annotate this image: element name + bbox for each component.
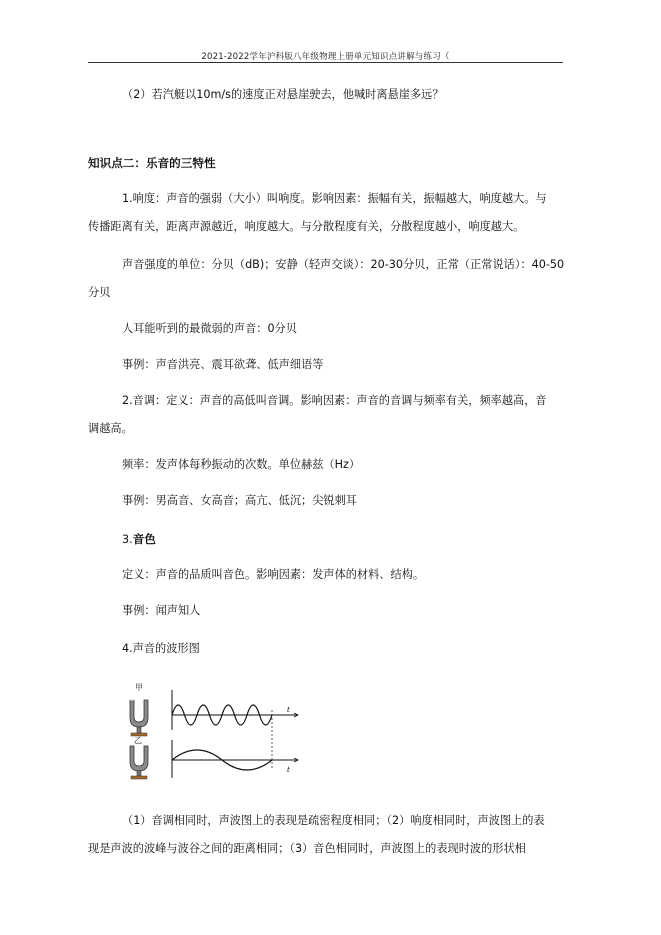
waveform-figure — [120, 680, 310, 780]
summary-line1: （1）音调相同时，声波图上的表现是疏密程度相同；（2）响度相同时，声波图上的表 — [122, 814, 545, 827]
loudness-line1: 1.响度：声音的强弱（大小）叫响度。影响因素：振幅有关，振幅越大，响度越大。与 — [122, 192, 547, 205]
header-divider — [88, 62, 563, 63]
tuning-fork-top-icon — [130, 700, 148, 736]
loudness-min: 人耳能听到的最微弱的声音：0分贝 — [122, 322, 297, 335]
timbre-definition: 定义：声音的品质叫音色。影响因素：发声体的材料、结构。 — [122, 568, 425, 581]
bottom-axis-label: t — [287, 766, 290, 774]
loudness-unit-line1: 声音强度的单位：分贝（dB)；安静（轻声交谈）：20-30分贝，正常（正常说话）：40-50 — [122, 258, 565, 271]
timbre-title-word: 音色 — [132, 532, 156, 546]
tuning-fork-bottom-icon — [130, 746, 148, 779]
loudness-examples: 事例：声音洪亮、震耳欲聋、低声细语等 — [122, 358, 324, 371]
waveform-title: 4.声音的波形图 — [122, 642, 200, 655]
timbre-examples: 事例：闻声知人 — [122, 604, 201, 617]
pitch-line1: 2.音调：定义：声音的高低叫音调。影响因素：声音的音调与频率有关，频率越高，音 — [122, 394, 547, 407]
page-header: 2021-2022学年沪科版八年级物理上册单元知识点讲解与练习（ — [201, 52, 450, 62]
summary-line2: 现是声波的波峰与波谷之间的距离相同；（3）音色相同时，声波图上的表现时波的形状相 — [88, 842, 526, 855]
timbre-title-number: 3. — [122, 533, 133, 546]
pitch-frequency: 频率：发声体每秒振动的次数。单位赫兹（Hz） — [122, 458, 361, 471]
loudness-unit-line2: 分贝 — [88, 286, 111, 299]
section-title: 知识点二：乐音的三特性 — [88, 156, 216, 170]
pitch-examples: 事例：男高音、女高音；高亢、低沉；尖锐刺耳 — [122, 494, 357, 507]
timbre-title — [122, 532, 156, 547]
label-bottom: 乙 — [134, 736, 142, 745]
question-2: （2）若汽艇以10m/s的速度正对悬崖驶去，他喊时离悬崖多远？ — [122, 88, 444, 101]
label-top: 甲 — [135, 683, 143, 692]
top-axis-label: t — [287, 706, 290, 714]
pitch-line2: 调越高。 — [88, 422, 133, 435]
loudness-line2: 传播距离有关，距离声源越近，响度越大。与分散程度有关，分散程度越小，响度越大。 — [88, 220, 525, 233]
